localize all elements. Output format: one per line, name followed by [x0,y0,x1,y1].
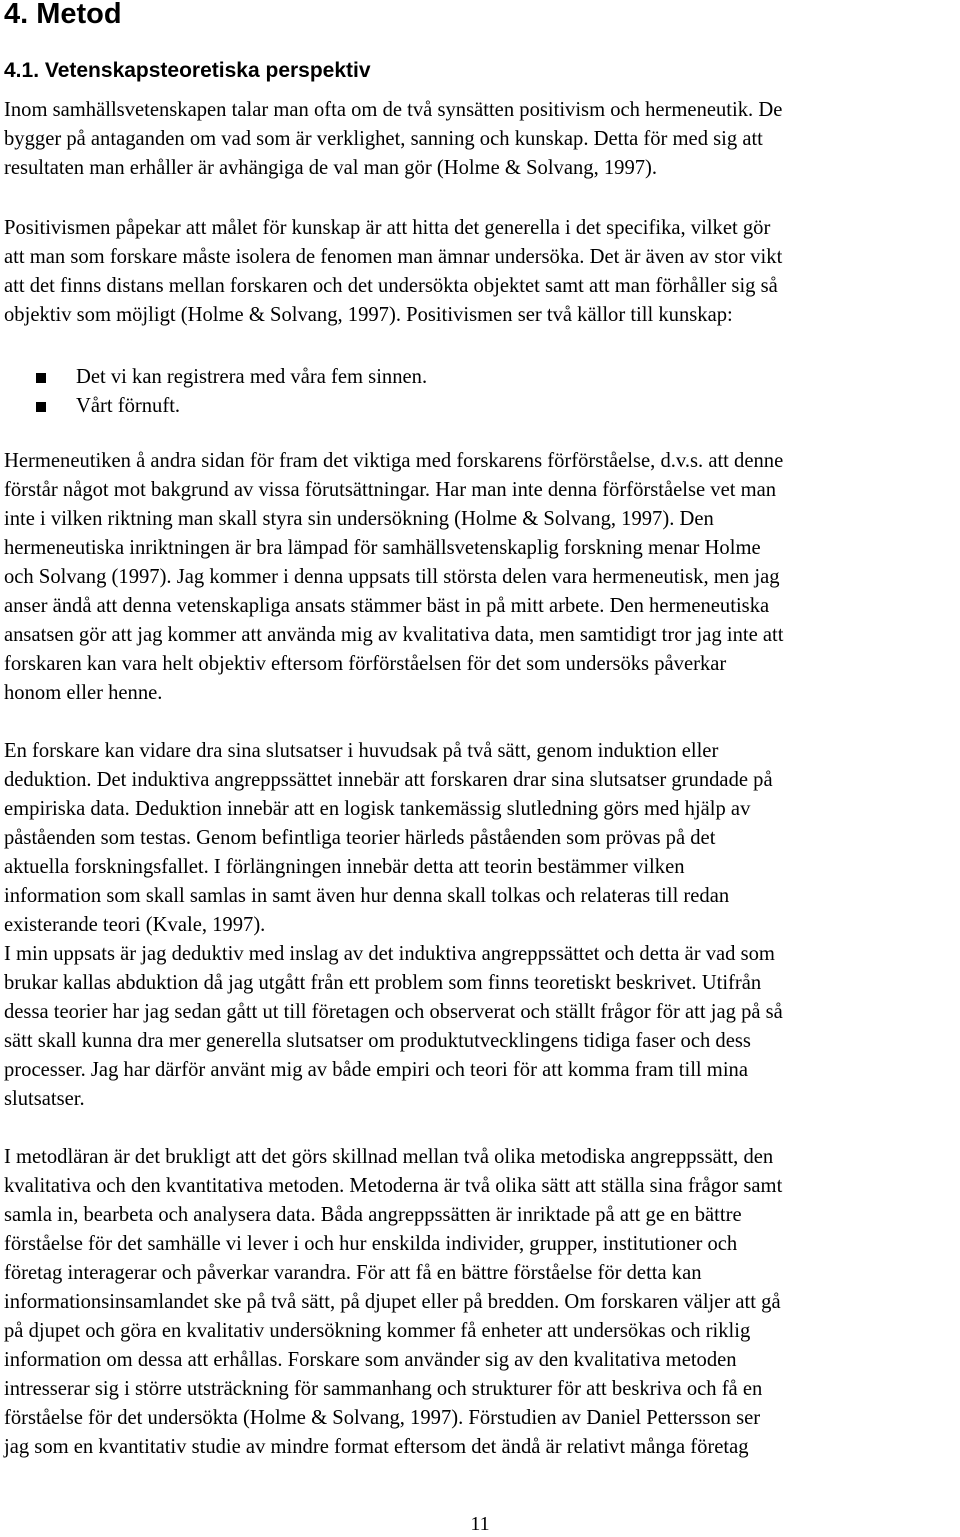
text-line: dessa teorier har jag sedan gått ut till företagen och observerat och ställt frågor för att jag på så [4,1001,783,1023]
text-line: empiriska data. Deduktion innebär att en logisk tankemässig slutledning görs med hjälp av [4,798,751,820]
paragraph-intro [4,96,956,183]
text-line: forskaren kan vara helt objektiv eftersom förförståelsen för det som undersöks påverkar [4,653,727,675]
square-bullet-icon [36,402,46,412]
text-line: hermeneutiska inriktningen är bra lämpad för samhällsvetenskaplig forskning menar Holme [4,537,761,559]
text-line: samla in, bearbeta och analysera data. Båda angreppssätten är inriktade på att ge en bättre [4,1204,742,1226]
square-bullet-icon [36,373,46,383]
text-line: resultaten man erhåller är avhängiga de val man gör (Holme & Solvang, 1997). [4,157,658,179]
list-item-text: Det vi kan registrera med våra fem sinnen. [76,366,428,388]
text-line: jag som en kvantitativ studie av mindre format eftersom det ändå är relativt många företag [4,1436,749,1458]
text-line: förståelse för det undersökta (Holme & Solvang, 1997). Förstudien av Daniel Pettersson ser [4,1407,761,1429]
text-line: och Solvang (1997). Jag kommer i denna uppsats till största delen vara hermeneutisk, men jag [4,566,780,588]
text-line: slutsatser. [4,1088,85,1110]
list-item-text: Vårt förnuft. [76,395,181,417]
text-line: att man som forskare måste isolera de fenomen man ämnar undersöka. Det är även av stor vikt [4,246,783,268]
text-line: inte i vilken riktning man skall styra sin undersökning (Holme & Solvang, 1997). Den [4,508,714,530]
text-line: objektiv som möjligt (Holme & Solvang, 1997). Positivismen ser två källor till kunskap: [4,304,733,326]
text-line: kvalitativa och den kvantitativa metoden. Metoderna är två olika sätt att ställa sina frågor samt [4,1175,783,1197]
text-line: förståelse för det samhälle vi lever i och hur enskilda individer, grupper, institutioner och [4,1233,738,1255]
text-line: processer. Jag har därför använt mig av både empiri och teori för att komma fram till mina [4,1059,748,1081]
text-line: anser ändå att denna vetenskapliga ansats stämmer bäst in på mitt arbete. Den hermeneutiska [4,595,770,617]
subsection-heading: 4.1. Vetenskapsteoretiska perspektiv [4,59,371,82]
knowledge-sources-list [4,363,427,421]
text-line: I metodläran är det brukligt att det görs skillnad mellan två olika metodiska angreppssätt, den [4,1146,774,1168]
text-line: En forskare kan vidare dra sina slutsatser i huvudsak på två sätt, genom induktion eller [4,740,719,762]
text-line: informationsinsamlandet ske på två sätt, på djupet eller på bredden. Om forskaren väljer att gå [4,1291,781,1313]
text-line: I min uppsats är jag deduktiv med inslag av det induktiva angreppssättet och detta är vad som [4,943,775,965]
text-line: sätt skall kunna dra mer generella slutsatser om produktutvecklingens tidiga faser och dess [4,1030,751,1052]
paragraph-induction-deduction [4,737,956,1114]
text-line: förstår något mot bakgrund av vissa förutsättningar. Har man inte denna förförståelse vet man [4,479,777,501]
text-line: Hermeneutiken å andra sidan för fram det viktiga med forskarens förförståelse, d.v.s. att denne [4,450,784,472]
text-line: Inom samhällsvetenskapen talar man ofta om de två synsätten positivism och hermeneutik. De [4,99,783,121]
paragraph-hermeneutics [4,447,956,708]
list-item [4,363,427,392]
text-line: företag interagerar och påverkar varandra. För att få en bättre förståelse för detta kan [4,1262,702,1284]
text-line: påståenden som testas. Genom befintliga teorier härleds påståenden som prövas på det [4,827,716,849]
text-line: aktuella forskningsfallet. I förlängningen innebär detta att teorin bestämmer vilken [4,856,685,878]
paragraph-method-approaches [4,1143,956,1462]
text-line: existerande teori (Kvale, 1997). [4,914,266,936]
list-item [4,392,427,421]
text-line: deduktion. Det induktiva angreppssättet innebär att forskaren drar sina slutsatser grundade på [4,769,773,791]
text-line: information om dessa att erhållas. Forskare som använder sig av den kvalitativa metoden [4,1349,737,1371]
text-line: honom eller henne. [4,682,163,704]
text-line: information som skall samlas in samt även hur denna skall tolkas och relateras till redan [4,885,730,907]
paragraph-positivism [4,214,956,330]
text-line: brukar kallas abduktion då jag utgått från ett problem som finns teoretiskt beskrivet. Utifrån [4,972,762,994]
section-heading: 4. Metod [4,0,122,30]
text-line: att det finns distans mellan forskaren och det undersökta objektet samt att man förhåller sig så [4,275,778,297]
text-line: bygger på antaganden om vad som är verklighet, sanning och kunskap. Detta för med sig att [4,128,763,150]
text-line: intresserar sig i större utsträckning för sammanhang och strukturer för att beskriva och få en [4,1378,763,1400]
text-line: ansatsen gör att jag kommer att använda mig av kvalitativa data, men samtidigt tror jag inte att [4,624,784,646]
page-number: 11 [470,1513,490,1535]
text-line: Positivismen påpekar att målet för kunskap är att hitta det generella i det specifika, vilket gör [4,217,771,239]
text-line: på djupet och göra en kvalitativ undersökning kommer få enheter att undersökas och riklig [4,1320,751,1342]
